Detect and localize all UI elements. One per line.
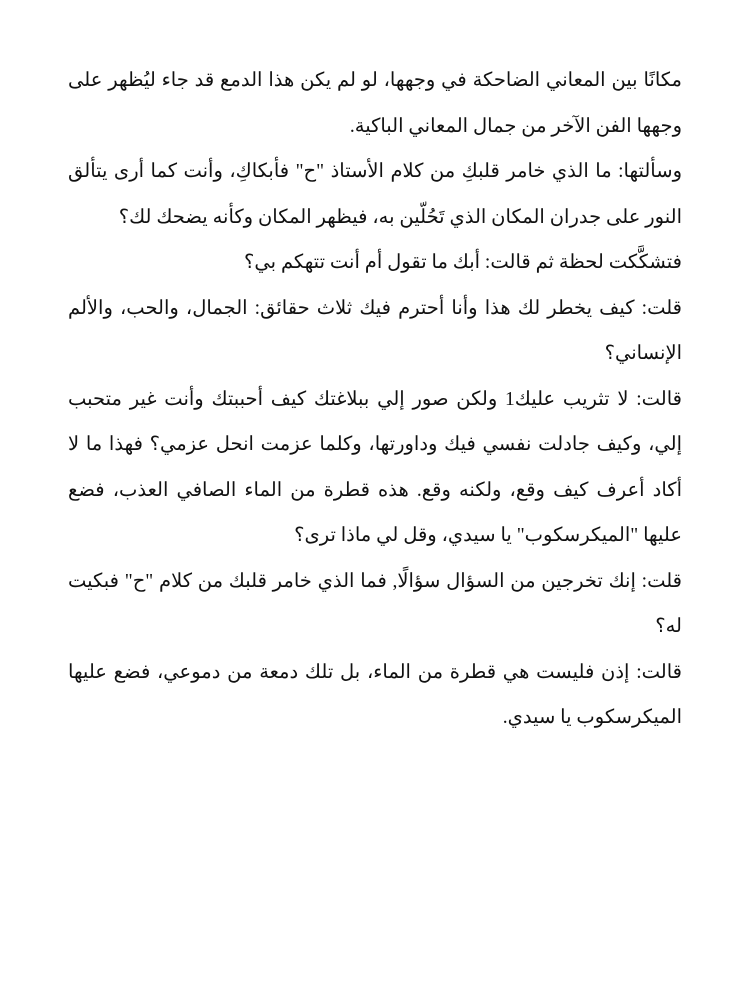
paragraph-7: قالت: إذن فليست هي قطرة من الماء، بل تلك دمعة من دموعي، فضع عليها الميكرسكوب يا سيدي. [68,661,682,728]
paragraph-4: قلت: كيف يخطر لك هذا وأنا أحترم فيك ثلاث حقائق: الجمال، والحب، والألم الإنساني؟ [68,297,682,364]
paragraph-1: مكانًا بين المعاني الضاحكة في وجهها، لو لم يكن هذا الدمع قد جاء ليُظهر على وجهها الفن الآخر من جمال المعاني الباكية. [68,70,682,137]
paragraph-3: فتشكَّكت لحظة ثم قالت: أبك ما تقول أم أنت تتهكم بي؟ [244,252,682,273]
paragraph-6: قلت: إنك تخرجين من السؤال سؤالًا, فما الذي خامر قلبك من كلام "ح" فبكيت له؟ [68,570,682,637]
document-body [68,58,682,741]
paragraph-5: قالت: لا تثريب عليك1 ولكن صور إلي ببلاغتك كيف أحببتك وأنت غير متحبب إلي، وكيف جادلت نفسي فيك وداورتها، وكلما عزمت انحل عزمي؟ فهذا ما لا أكاد أعرف كيف وقع، ولكنه وقع. هذه قطرة من الماء الصافي العذب، فضع عليها "الميكرسكوب" يا سيدي، وقل لي ماذا ترى؟ [68,388,682,546]
paragraph-2: وسألتها: ما الذي خامر قلبكِ من كلام الأستاذ "ح" فأبكاكِ، وأنت كما أرى يتألق النور على جدران المكان الذي تَحُلّين به، فيظهر المكان وكأنه يضحك لك؟ [68,161,682,228]
